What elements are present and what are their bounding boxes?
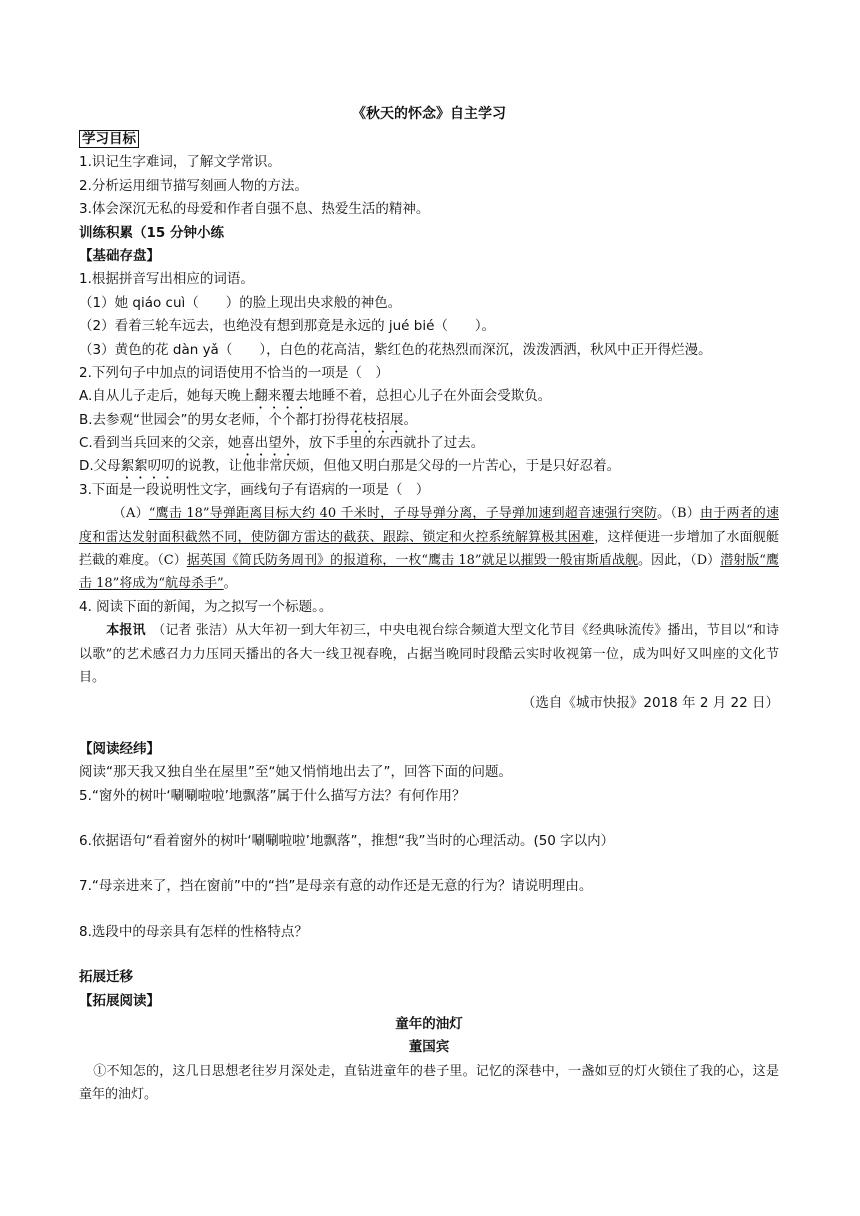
goal-item: 3.体会深沉无私的母爱和作者自强不息、热爱生活的精神。 [79, 201, 430, 218]
underlined-sentence-c: 据英国《简氏防务周刊》的报道称，一枚“鹰击 18”就足以摧毁一般宙斯盾战舰 [186, 553, 639, 569]
option-text: ，放下手里的东西就扑了过去。 [295, 435, 485, 452]
dotted-word: 花枝招展 [349, 411, 404, 428]
question-6: 6.依据语句“看着窗外的树叶‘唰唰啦啦’地飘落”，推想“我”当时的心理活动。(50 字以内） [79, 833, 615, 850]
underlined-sentence-b: 由于两者的速度和雷达发射面积截然不同，使防御方雷达的截获、跟踪、锁定和火控系统解算极其困难 [79, 506, 779, 545]
extension-heading: 拓展迁移 [79, 969, 133, 986]
training-heading: 训练积累（15 分钟小练 [79, 224, 224, 241]
question-3-passage [79, 502, 779, 596]
option-text: B.去参观“世园会”的男女老师，个个都打扮得 [79, 411, 350, 428]
question-2-option-b [79, 409, 779, 432]
goal-item: 2.分析运用细节描写刻画人物的方法。 [79, 177, 308, 194]
option-text: A.自从儿子走后，她每天晚上 [79, 388, 255, 405]
extension-sub-heading: 【拓展阅读】 [79, 992, 160, 1009]
question-1-item: （3）黄色的花 dàn yǎ（ ），白色的花高洁，紫红色的花热烈而深沉，泼泼洒洒，秋风中正开得烂漫。 [79, 341, 712, 358]
question-8: 8.选段中的母亲具有怎样的性格特点？ [79, 923, 308, 940]
label-b: 。（B） [657, 506, 701, 522]
passage-text: ，这样便进一步增加了水面舰艇拦截的难度。（C） [79, 529, 779, 569]
document-title: 《秋天的怀念》自主学习 [352, 106, 506, 122]
underlined-sentence-d: 潜射版“鹰击 18”将成为“航母杀手” [79, 553, 779, 592]
option-text: 。 [403, 411, 418, 428]
answer-space [79, 853, 779, 875]
question-2-option-c [79, 432, 779, 455]
question-5: 5.“窗外的树叶‘唰唰啦啦’地飘落”属于什么描写方法？有何作用？ [79, 787, 466, 804]
question-2-option-a [79, 385, 779, 408]
question-2-option-d [79, 455, 779, 478]
goals-heading: 学习目标 [79, 130, 139, 148]
passage-text: 。 [223, 576, 237, 592]
basics-heading: 【基础存盘】 [79, 247, 160, 264]
passage-text: 。因此，（D） [638, 553, 721, 569]
answer-space [79, 808, 779, 830]
news-source: （选自《城市快报》2018 年 2 月 22 日） [521, 695, 779, 712]
option-text: D.父母 [79, 458, 121, 475]
question-1-item: （1）她 qiáo cuì（ ）的脸上现出央求般的神色。 [79, 294, 402, 311]
question-1-item: （2）看着三轮车远去，也绝没有想到那竟是永远的 jué bié（ ）。 [79, 318, 496, 335]
label-a: （A） [112, 506, 149, 522]
spacer [79, 716, 779, 738]
option-text: 的说教，让他非常厌烦，但他又明白那是父母的一片苦心，于是只好忍着。 [174, 458, 621, 475]
news-body: （记者 张洁）从大年初一到大年初三，中央电视台综合频道大型文化节目《经典咏流传》播出，节目以“和诗以歌”的艺术感召力力压同天播出的各大一线卫视春晚，占据当晚同时段酷云实时收视第一位，成为叫好又叫座的文化节目。 [79, 623, 779, 686]
document-page [79, 100, 779, 1107]
article-author: 董国宾 [408, 1039, 450, 1056]
dotted-word: 絮絮叨叨 [120, 458, 175, 475]
dotted-word: 翻来覆去 [254, 388, 309, 405]
news-lead: 本报讯 [106, 623, 146, 639]
question-7: 7.“母亲进来了，挡在窗前”中的“挡”是母亲有意的动作还是无意的行为？请说明理由。 [79, 878, 593, 895]
article-paragraph-1: ①不知怎的，这几日思想老往岁月深处走，直钻进童年的巷子里。记忆的深巷中，一盏如豆的灯火锁住了我的心，这是童年的油灯。 [79, 1063, 779, 1103]
question-1-stem: 1.根据拼音写出相应的词语。 [79, 271, 254, 288]
option-text: 地睡不着，总担心儿子在外面会受欺负。 [308, 388, 552, 405]
question-2-stem: 2.下列句子中加点的词语使用不恰当的一项是（ ） [79, 364, 389, 381]
option-text: C.看到当兵回来的父亲，她 [79, 435, 242, 452]
question-3-stem: 3.下面是一段说明性文字，画线句子有语病的一项是（ ） [79, 481, 430, 498]
dotted-word: 喜出望外 [241, 435, 296, 452]
news-passage [79, 619, 779, 689]
article-title: 童年的油灯 [395, 1016, 463, 1032]
reading-heading: 【阅读经纬】 [79, 740, 160, 757]
underlined-sentence-a: “鹰击 18”导弹距离目标大约 40 千米时，子母导弹分离，子导弹加速到超音速强行突防 [148, 506, 658, 522]
spacer [79, 944, 779, 966]
goal-item: 1.识记生字难词，了解文学常识。 [79, 154, 281, 171]
goals-heading-row [79, 128, 779, 151]
reading-intro: 阅读“那天我又独自坐在屋里”至“她又悄悄地出去了”，回答下面的问题。 [79, 764, 512, 781]
answer-space [79, 899, 779, 921]
question-4-stem: 4. 阅读下面的新闻，为之拟写一个标题。。 [79, 598, 333, 615]
